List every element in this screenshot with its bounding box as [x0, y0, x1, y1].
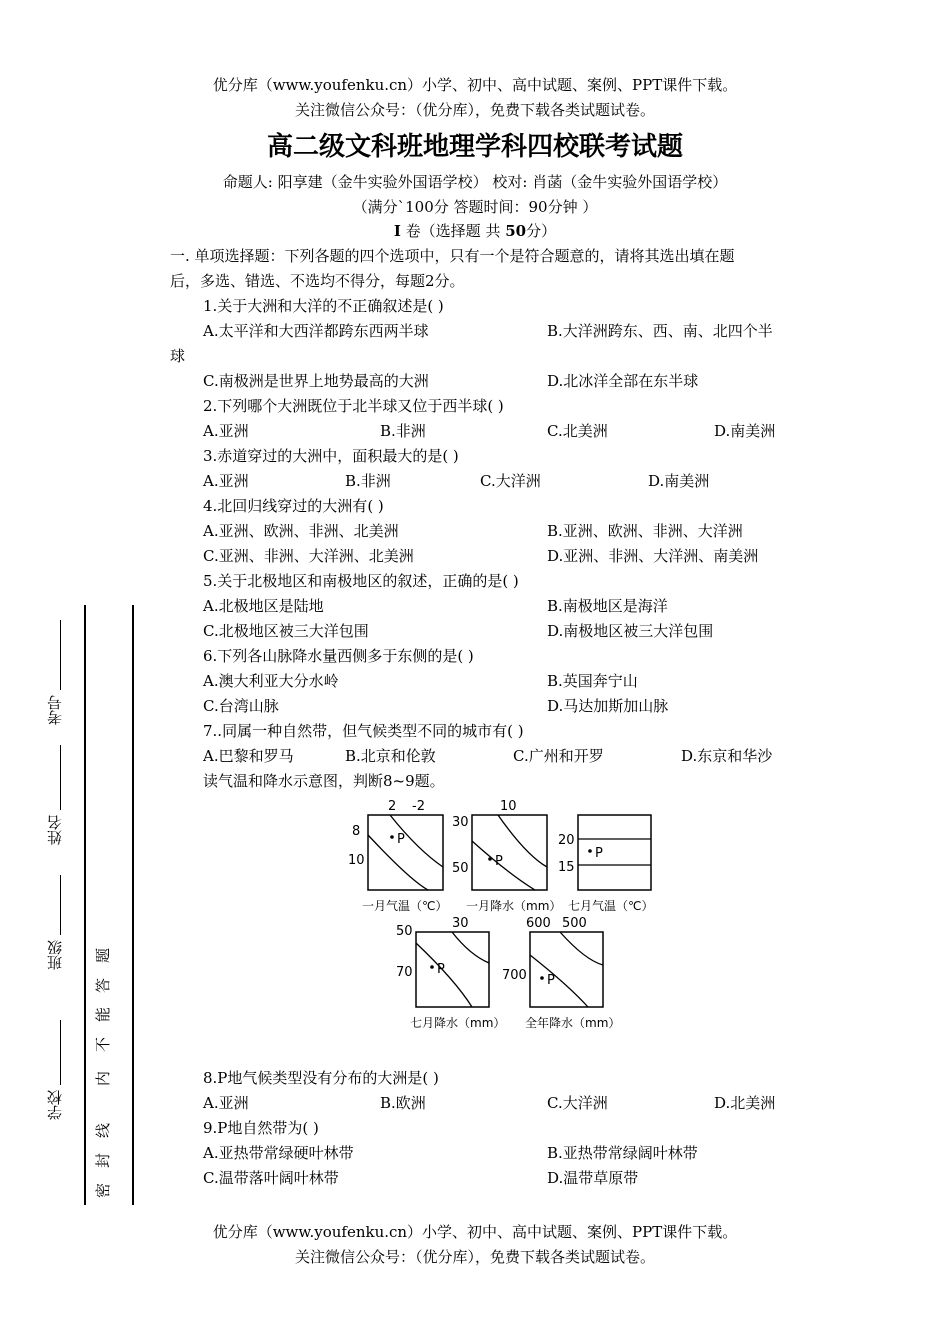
panel-3-label-1: 20	[558, 833, 575, 848]
exam-number-blank[interactable]	[60, 620, 62, 690]
q4-option-d: D.亚洲、非洲、大洋洲、南美洲	[547, 547, 759, 565]
seal-char-4: 内	[94, 1070, 113, 1087]
panel-5-point	[540, 976, 544, 980]
q8-stem: 8.P地气候类型没有分布的大洲是( )	[203, 1069, 439, 1087]
q6-stem: 6.下列各山脉降水量西侧多于东侧的是( )	[203, 647, 474, 665]
q1-stem: 1.关于大洲和大洋的不正确叙述是( )	[203, 297, 444, 315]
panel-4-p: P	[437, 962, 445, 977]
q5-option-c: C.北极地区被三大洋包围	[203, 622, 369, 640]
school-blank[interactable]	[60, 1020, 62, 1085]
panel-1-caption: 一月气温（℃）	[362, 899, 448, 913]
q3-option-c: C.大洋洲	[480, 472, 541, 490]
volume-heading	[0, 220, 950, 241]
q2-option-d: D.南美洲	[714, 422, 776, 440]
panel-jul-temp	[558, 815, 653, 913]
q9-option-a: A.亚热带常绿硬叶林带	[203, 1144, 354, 1162]
figure-intro: 读气温和降水示意图，判断8~9题。	[203, 772, 445, 790]
q1-option-b: B.大洋洲跨东、西、南、北四个半	[547, 322, 773, 340]
seal-char-7: 答	[94, 977, 113, 994]
header-line-2: 关注微信公众号：（优分库），免费下载各类试题试卷。	[294, 101, 655, 119]
name-blank[interactable]	[60, 745, 62, 810]
q4-option-a: A.亚洲、欧洲、非洲、北美洲	[203, 522, 399, 540]
panel-jan-precip	[452, 799, 561, 913]
q7-stem: 7..同属一种自然带，但气候类型不同的城市有( )	[203, 722, 524, 740]
panel-1-p: P	[397, 832, 405, 847]
q3-option-a: A.亚洲	[203, 472, 249, 490]
q5-stem: 5.关于北极地区和南极地区的叙述，正确的是( )	[203, 572, 519, 590]
binding-line-right	[132, 605, 134, 1205]
q6-option-b: B.英国奔宁山	[547, 672, 638, 690]
volume-suffix: 分）	[526, 222, 557, 240]
footer-line-2: 关注微信公众号：（优分库），免费下载各类试题试卷。	[294, 1248, 655, 1266]
binding-line-left	[84, 605, 86, 1205]
page-title: 高二级文科班地理学科四校联考试题	[266, 132, 683, 162]
panel-2-label-1: 10	[500, 799, 517, 814]
q6-option-c: C.台湾山脉	[203, 697, 279, 715]
q4-stem: 4.北回归线穿过的大洲有( )	[203, 497, 384, 515]
panel-3-caption: 七月气温（℃）	[568, 899, 654, 913]
panel-2-p: P	[495, 854, 503, 869]
seal-char-5: 不	[94, 1036, 113, 1053]
q9-option-c: C.温带落叶阔叶林带	[203, 1169, 339, 1187]
q6-option-d: D.马达加斯加山脉	[547, 697, 669, 715]
panel-5-label-1: 600	[526, 916, 551, 931]
footer-line-1: 优分库（www.youfenku.cn）小学、初中、高中试题、案例、PPT课件下载。	[212, 1223, 738, 1241]
panel-1-label-4: 10	[348, 853, 365, 868]
panel-1-label-3: 8	[352, 824, 361, 839]
q7-option-a: A.巴黎和罗马	[203, 747, 294, 765]
q2-option-a: A.亚洲	[203, 422, 249, 440]
panel-4-label-3: 70	[396, 965, 413, 980]
q7-option-c: C.广州和开罗	[513, 747, 604, 765]
panel-5-label-2: 500	[562, 916, 587, 931]
school-label: 学校	[46, 1090, 64, 1120]
panel-2-point	[488, 857, 492, 861]
panel-1-label-2: -2	[412, 799, 425, 814]
q7-option-d: D.东京和华沙	[681, 747, 773, 765]
q3-stem: 3.赤道穿过的大洲中，面积最大的是( )	[203, 447, 459, 465]
q8-option-d: D.北美洲	[714, 1094, 776, 1112]
panel-1-label-1: 2	[388, 799, 397, 814]
q9-stem: 9.P地自然带为( )	[203, 1119, 319, 1137]
name-label: 姓名	[46, 815, 64, 845]
panel-4-label-1: 30	[452, 916, 469, 931]
q8-option-b: B.欧洲	[380, 1094, 426, 1112]
panel-5-label-3: 700	[502, 968, 527, 983]
volume-score: 50	[505, 222, 527, 240]
q4-option-c: C.亚洲、非洲、大洋洲、北美洲	[203, 547, 414, 565]
panel-3-label-2: 15	[558, 860, 575, 875]
panel-4-caption: 七月降水（mm）	[410, 1016, 506, 1030]
climate-figure	[340, 795, 670, 1040]
panel-annual-precip	[502, 916, 620, 1030]
q1-option-c: C.南极洲是世界上地势最高的大洲	[203, 372, 429, 390]
exam-number-label: 考号	[46, 695, 64, 725]
seal-char-3: 线	[94, 1122, 113, 1139]
panel-4-point	[430, 965, 434, 969]
authors-line: 命题人: 阳享建（金牛实验外国语学校） 校对: 肖菡（金牛实验外国语学校）	[222, 173, 728, 191]
panel-2-caption: 一月降水（mm）	[466, 899, 562, 913]
q4-option-b: B.亚洲、欧洲、非洲、大洋洲	[547, 522, 743, 540]
volume-prefix: I	[393, 222, 401, 240]
q1-option-b-wrap: 球	[170, 347, 186, 365]
q9-option-b: B.亚热带常绿阔叶林带	[547, 1144, 698, 1162]
q5-option-b: B.南极地区是海洋	[547, 597, 668, 615]
class-label: 班级	[46, 940, 64, 970]
panel-jul-precip	[396, 916, 505, 1030]
panel-2-label-2: 30	[452, 815, 469, 830]
header-line-1: 优分库（www.youfenku.cn）小学、初中、高中试题、案例、PPT课件下载。	[212, 76, 738, 94]
instruction-line-2: 后，多选、错选、不选均不得分，每题2分。	[170, 272, 465, 290]
panel-4-label-2: 50	[396, 924, 413, 939]
q8-option-c: C.大洋洲	[547, 1094, 608, 1112]
q5-option-d: D.南极地区被三大洋包围	[547, 622, 714, 640]
q2-option-c: C.北美洲	[547, 422, 608, 440]
panel-jan-temp	[348, 799, 447, 913]
instruction-line-1: 一. 单项选择题：下列各题的四个选项中，只有一个是符合题意的，请将其选出填在题	[170, 247, 735, 265]
q5-option-a: A.北极地区是陆地	[203, 597, 324, 615]
q1-option-a: A.太平洋和大西洋都跨东西两半球	[203, 322, 429, 340]
seal-char-2: 封	[94, 1152, 113, 1169]
seal-char-8: 题	[94, 947, 113, 964]
panel-3-point	[588, 849, 592, 853]
class-blank[interactable]	[60, 875, 62, 935]
panel-5-p: P	[547, 973, 555, 988]
seal-char-1: 密	[94, 1182, 113, 1199]
q3-option-b: B.非洲	[345, 472, 391, 490]
panel-3-p: P	[595, 846, 603, 861]
q2-option-b: B.非洲	[380, 422, 426, 440]
panel-2-label-3: 50	[452, 861, 469, 876]
q7-option-b: B.北京和伦敦	[345, 747, 436, 765]
q2-stem: 2.下列哪个大洲既位于北半球又位于西半球( )	[203, 397, 504, 415]
scoring-line: （满分`100分 答题时间：90分钟 ）	[352, 198, 598, 216]
seal-char-6: 能	[94, 1006, 113, 1023]
q1-option-d: D.北冰洋全部在东半球	[547, 372, 699, 390]
q8-option-a: A.亚洲	[203, 1094, 249, 1112]
q9-option-d: D.温带草原带	[547, 1169, 639, 1187]
panel-1-point	[390, 835, 394, 839]
volume-mid: 卷（选择题 共	[405, 222, 501, 240]
q3-option-d: D.南美洲	[648, 472, 710, 490]
panel-5-caption: 全年降水（mm）	[525, 1016, 621, 1030]
q6-option-a: A.澳大利亚大分水岭	[203, 672, 339, 690]
